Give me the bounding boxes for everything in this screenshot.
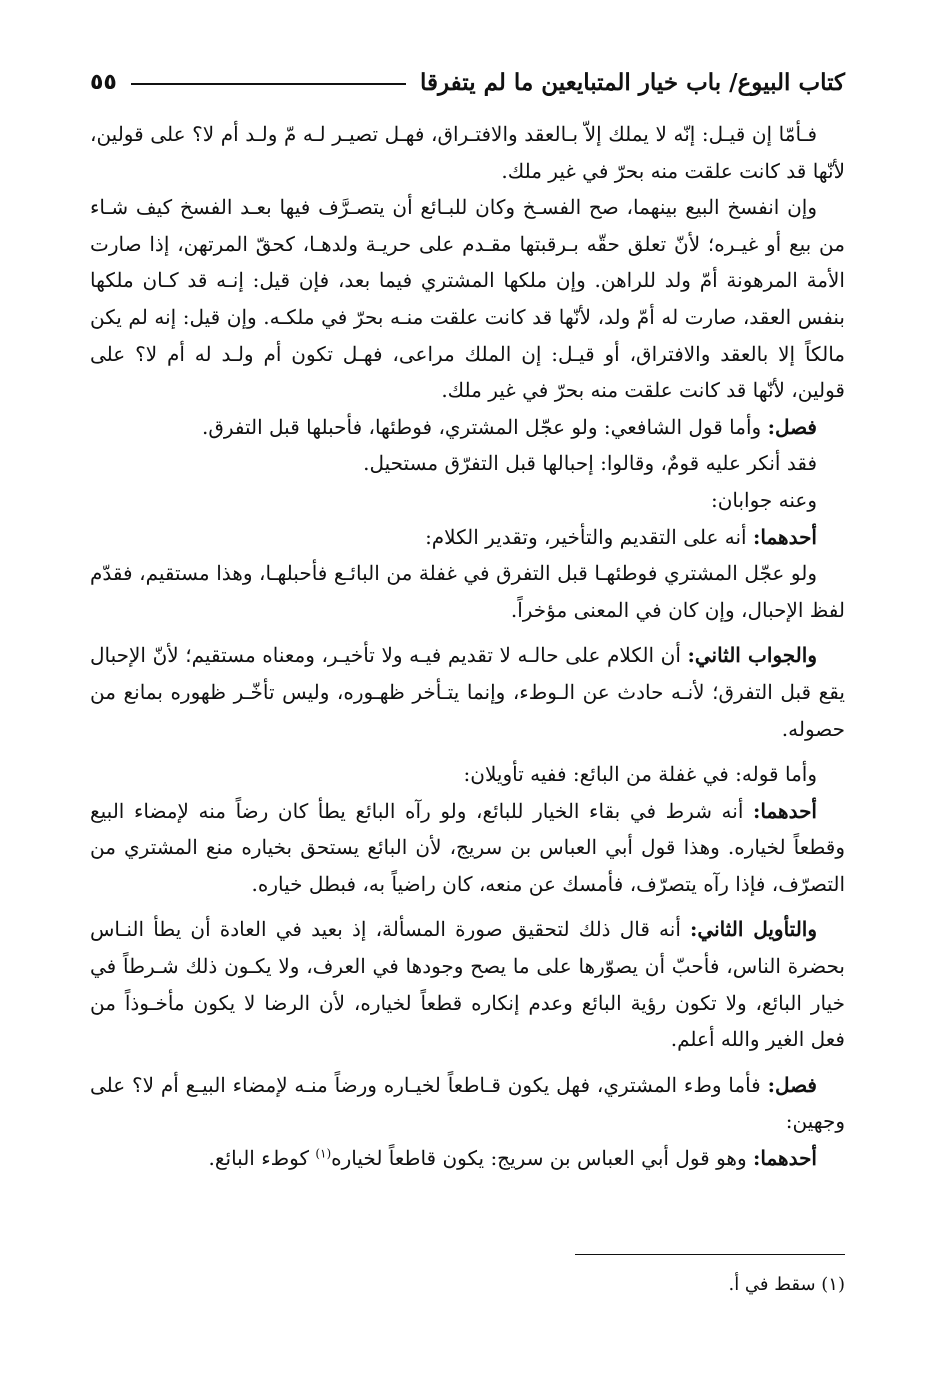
interpretation-heading: والتأويل الثاني:	[690, 917, 818, 942]
paragraph-text: أنه على التقديم والتأخير، وتقدير الكلام:	[425, 524, 753, 549]
section-heading: فصل:	[767, 1072, 817, 1097]
answer-heading: أحدهما:	[752, 524, 817, 549]
paragraph	[90, 409, 845, 446]
chapter-title: كتاب البيوع/ باب خيار المتبايعين ما لم يتفرقا	[419, 68, 845, 96]
header-rule	[131, 83, 406, 85]
paragraph-text: وإن انفسخ البيع بينهما، صح الفسـخ وكان للبـائع أن يتصـرَّف فيها بعـد الفسخ كيف شـاء من بيع أو غيـره؛ لأنّ تعلق حقّه بـرقبتها مقـدم على حريـة ولدهـا، كحقّ المرتهن، إذا صارت الأمة المرهونة أمّ ولد للراهن. وإن ملكها المشتري فيما بعد، فإن قيل: إنـه قد كـان ملكها بنفس العقد، صارت له أمّ ولد، لأنّها قد كانت علقت منـه بحرّ في ملكـه. وإن قيل: إنه لم يكن مالكاً إلا بالعقد والافتراق، أو قيـل: إن الملك مراعى، فهـل تكون أم ولـد له أم لا؟ على قولين، لأنّها قد كانت علقت منه بحرّ في غير ملك.	[90, 195, 845, 403]
paragraph-text: وعنه جوابان:	[710, 487, 817, 512]
paragraph-text: أن الكلام على حالـه لا تقديم فيـه ولا تأخيـر، ومعناه مستقيم؛ لأنّ الإحبال يقع قبل التفرق؛ لأنـه حادث عن الـوطء، وإنما يتـأخر ظهـوره، وليس تأخّـر ظهوره بمانع من حصوله.	[90, 643, 845, 741]
paragraph-text: فـأمّا إن قيـل: إنّه لا يملك إلاّ بـالعقد والافتـراق، فهـل تصيـر لـه مّ ولـد أم لا؟ على قولين، لأنّها قد كانت علقت منه بحرّ في غير ملك.	[90, 122, 845, 183]
footnote-marker: (١)	[821, 1274, 845, 1295]
footnote-reference[interactable]: (١)	[315, 1146, 332, 1161]
answer-heading: أحدهما:	[752, 1146, 817, 1171]
paragraph-text: وهو قول أبي العباس بن سريج: يكون قاطعاً لخياره	[331, 1146, 753, 1171]
paragraph	[90, 555, 845, 628]
paragraph-text: كوطء البائع.	[208, 1146, 316, 1171]
paragraph	[90, 1140, 845, 1177]
paragraph	[90, 189, 845, 409]
footnote-rule	[575, 1254, 845, 1255]
running-header	[90, 62, 845, 102]
answer-heading: والجواب الثاني:	[687, 643, 817, 668]
paragraph	[90, 911, 845, 1057]
paragraph	[90, 793, 845, 903]
paragraph	[90, 482, 845, 519]
paragraph-text: أنه قال ذلك لتحقيق صورة المسألة، إذ بعيد في العادة أن يطأ النـاس بحضرة الناس، فأحبّ أن يصوّرها على ما يصح وجودها في العرف، ولا يكـون ذلك شـرطاً في خيار البائع، ولا تكون رؤية البائع وعدم إنكاره قطعاً لخياره، لأن الرضا لا يكون مأخـوذاً من فعل الغير والله أعلم.	[90, 917, 845, 1052]
paragraph-text: أنه شرط في بقاء الخيار للبائع، ولو رآه البائع يطأ كان رضاً منه لإمضاء البيع وقطعاً لخياره. وهذا قول أبي العباس بن سريج، لأن البائع يستحق بخياره منع المشتري من التصرّف، فإذا رآه يتصرّف، فأمسك عن منعه، كان راضياً به، فبطل خياره.	[90, 798, 845, 896]
interpretation-heading: أحدهما:	[752, 798, 817, 823]
paragraph	[90, 756, 845, 793]
paragraph-text: وأما قوله: في غفلة من البائع: ففيه تأويلان:	[463, 762, 817, 787]
paragraph	[90, 637, 845, 747]
footnote-text: سقط في أ.	[728, 1274, 816, 1295]
section-heading: فصل:	[767, 414, 817, 439]
page-body	[90, 116, 845, 1177]
paragraph	[90, 445, 845, 482]
paragraph-text: ولو عجّل المشتري فوطئهـا قبل التفرق في غفلة من البائـع فأحبلهـا، وهذا مستقيم، فقدّم لفظ الإحبال، وإن كان في المعنى مؤخراً.	[90, 561, 845, 622]
paragraph-text: فقد أنكر عليه قومٌ، وقالوا: إحبالها قبل التفرّق مستحيل.	[363, 451, 817, 476]
paragraph-text: وأما قول الشافعي: ولو عجّل المشتري، فوطئها، فأحبلها قبل التفرق.	[201, 414, 768, 439]
paragraph	[90, 116, 845, 189]
footnote	[728, 1270, 845, 1300]
paragraph-text: فأما وطء المشتري، فهل يكون قـاطعاً لخيـاره ورضاً منـه لإمضاء البيـع أم لا؟ على وجهين:	[90, 1072, 845, 1134]
paragraph	[90, 1067, 845, 1140]
page-number: ٥٥	[90, 69, 117, 95]
paragraph	[90, 519, 845, 556]
